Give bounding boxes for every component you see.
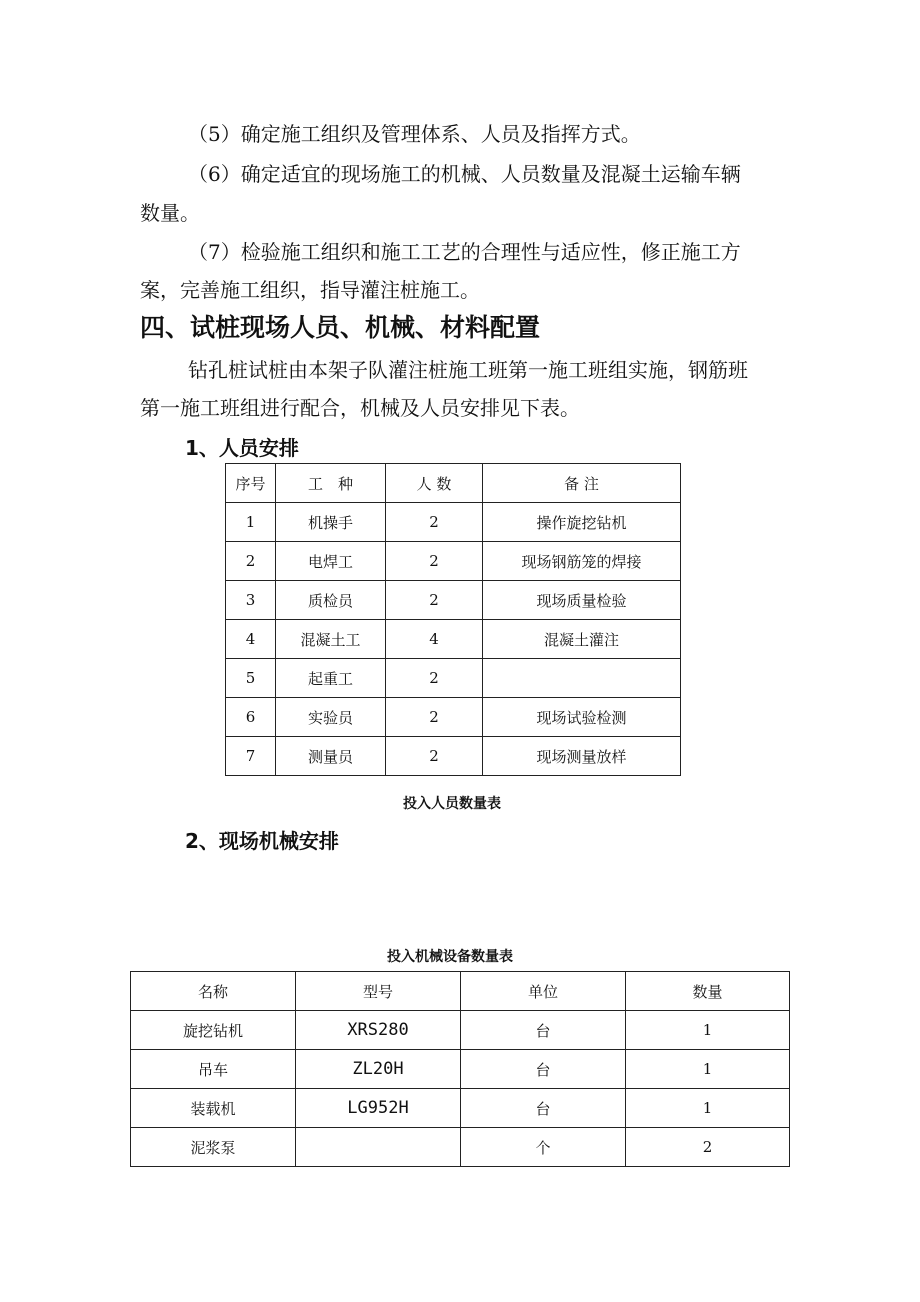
- table-cell: 电焊工: [276, 542, 386, 581]
- table-row: [131, 1011, 790, 1050]
- table-row: [131, 1050, 790, 1089]
- table-cell: 2: [386, 503, 483, 542]
- table-cell: 1: [626, 1089, 790, 1128]
- table-cell: 个: [461, 1128, 626, 1167]
- table-cell: 3: [226, 581, 276, 620]
- personnel-table-caption: 投入人员数量表: [403, 796, 501, 812]
- machinery-heading: 2、现场机械安排: [185, 829, 339, 853]
- section-title: 四、试桩现场人员、机械、材料配置: [140, 313, 541, 342]
- table-header-cell: 数量: [626, 972, 790, 1011]
- paragraph-item-7-line-1: （7）检验施工组织和施工工艺的合理性与适应性，修正施工方: [188, 240, 741, 264]
- table-cell: 1: [226, 503, 276, 542]
- table-header-cell: 备 注: [483, 464, 681, 503]
- machinery-table: [130, 971, 790, 1167]
- table-row: [226, 581, 681, 620]
- table-cell: 7: [226, 737, 276, 776]
- machinery-table-caption: 投入机械设备数量表: [387, 949, 513, 965]
- table-row: [226, 503, 681, 542]
- table-row: [226, 737, 681, 776]
- personnel-table: [225, 463, 681, 776]
- table-cell: 2: [386, 659, 483, 698]
- table-cell: 2: [226, 542, 276, 581]
- table-cell: XRS280: [296, 1011, 461, 1050]
- table-cell: 机操手: [276, 503, 386, 542]
- table-cell: 吊车: [131, 1050, 296, 1089]
- table-row: [226, 620, 681, 659]
- table-cell: 操作旋挖钻机: [483, 503, 681, 542]
- table-cell: 现场质量检验: [483, 581, 681, 620]
- table-header-cell: 序号: [226, 464, 276, 503]
- table-row: [226, 698, 681, 737]
- table-cell: 台: [461, 1011, 626, 1050]
- table-cell: 4: [226, 620, 276, 659]
- personnel-heading: 1、人员安排: [185, 436, 299, 460]
- table-cell: 1: [626, 1011, 790, 1050]
- table-header-row: [131, 972, 790, 1011]
- paragraph-item-5: （5）确定施工组织及管理体系、人员及指挥方式。: [188, 122, 641, 146]
- table-cell: 泥浆泵: [131, 1128, 296, 1167]
- table-header-cell: 工 种: [276, 464, 386, 503]
- table-cell: 台: [461, 1050, 626, 1089]
- table-cell: 装载机: [131, 1089, 296, 1128]
- table-header-cell: 人 数: [386, 464, 483, 503]
- table-cell: LG952H: [296, 1089, 461, 1128]
- table-cell: 现场钢筋笼的焊接: [483, 542, 681, 581]
- table-cell: 6: [226, 698, 276, 737]
- table-cell: 现场试验检测: [483, 698, 681, 737]
- table-cell: 测量员: [276, 737, 386, 776]
- table-cell: 混凝土工: [276, 620, 386, 659]
- table-header-cell: 名称: [131, 972, 296, 1011]
- table-cell: 2: [386, 698, 483, 737]
- table-row: [226, 659, 681, 698]
- table-cell: ZL20H: [296, 1050, 461, 1089]
- table-header-row: [226, 464, 681, 503]
- table-cell: 2: [386, 581, 483, 620]
- table-cell: 2: [626, 1128, 790, 1167]
- paragraph-item-6-line-1: （6）确定适宜的现场施工的机械、人员数量及混凝土运输车辆: [188, 162, 741, 186]
- table-cell: 台: [461, 1089, 626, 1128]
- table-row: [131, 1089, 790, 1128]
- section-intro-line-1: 钻孔桩试桩由本架子队灌注桩施工班第一施工班组实施，钢筋班: [188, 358, 748, 382]
- paragraph-item-7-line-2: 案，完善施工组织，指导灌注桩施工。: [140, 278, 480, 302]
- table-row: [131, 1128, 790, 1167]
- table-cell: 1: [626, 1050, 790, 1089]
- table-header-cell: 单位: [461, 972, 626, 1011]
- table-cell: 混凝土灌注: [483, 620, 681, 659]
- table-cell: [296, 1128, 461, 1167]
- table-cell: [483, 659, 681, 698]
- table-cell: 现场测量放样: [483, 737, 681, 776]
- table-cell: 5: [226, 659, 276, 698]
- table-cell: 2: [386, 542, 483, 581]
- table-cell: 旋挖钻机: [131, 1011, 296, 1050]
- paragraph-item-6-line-2: 数量。: [140, 201, 200, 225]
- table-row: [226, 542, 681, 581]
- section-intro-line-2: 第一施工班组进行配合，机械及人员安排见下表。: [140, 396, 580, 420]
- table-cell: 2: [386, 737, 483, 776]
- table-cell: 实验员: [276, 698, 386, 737]
- table-header-cell: 型号: [296, 972, 461, 1011]
- table-cell: 4: [386, 620, 483, 659]
- table-cell: 起重工: [276, 659, 386, 698]
- table-cell: 质检员: [276, 581, 386, 620]
